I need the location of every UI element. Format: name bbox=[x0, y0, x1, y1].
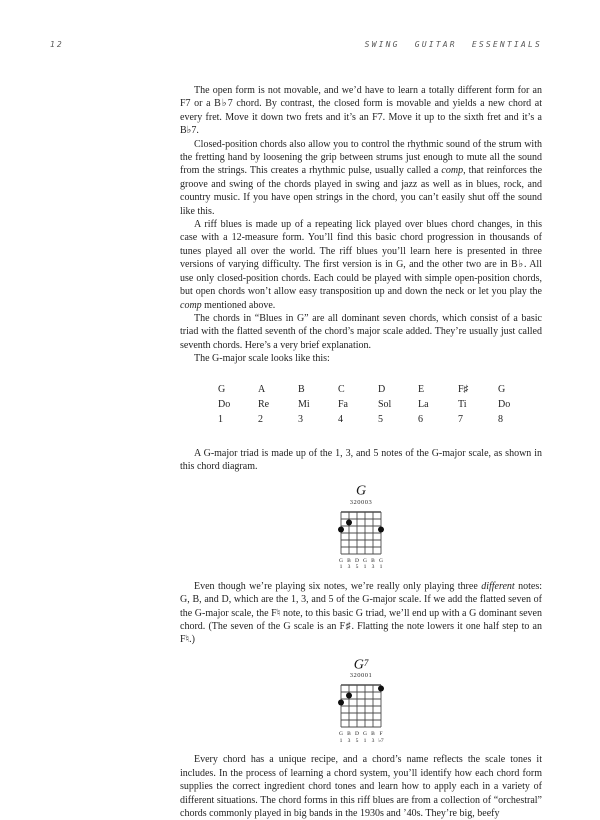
chord-letter: G bbox=[353, 657, 364, 673]
emphasized-word: comp bbox=[441, 165, 464, 177]
paragraph-scale-intro: The G-major scale looks like this: bbox=[194, 353, 330, 365]
chord-note-label: B bbox=[371, 557, 375, 564]
chord-note-label: G bbox=[363, 557, 367, 564]
scale-row bbox=[218, 397, 542, 412]
paragraph-text: Closed-position chords also allow you to control the rhythmic sound of the strum with the fretting hand by loosening the grip between strums just enough to mute all the sound from the strings. This creates a rhythmic pulse, usually called a bbox=[180, 138, 542, 177]
scale-cell: Do bbox=[218, 398, 231, 410]
chord-note-label: G bbox=[363, 731, 367, 738]
scale-cell: Fa bbox=[338, 398, 348, 410]
page-number: 12 bbox=[50, 40, 64, 49]
paragraph-open-form: The open form is not movable, and we’d have to learn a totally different form for an F7 or a B♭7 chord. By contrast, the closed form is movable and yields a new chord at every fret. Move it down two frets and it’s an F7. Move it up to the sixth fret and it’s a B♭7. bbox=[180, 85, 542, 137]
chord-note-label: B bbox=[347, 731, 351, 738]
chord-degree-label: ♭7 bbox=[378, 737, 384, 744]
chord-degree-label: 1 bbox=[339, 737, 343, 744]
chord-degree-label: 3 bbox=[371, 737, 375, 744]
fretboard-grid-icon bbox=[337, 508, 385, 558]
chord-degree-label: 5 bbox=[355, 564, 359, 571]
chord-degree-label: 3 bbox=[347, 737, 351, 744]
chord-name bbox=[337, 482, 385, 499]
chord-scale-degrees bbox=[337, 564, 385, 571]
scale-cell: B bbox=[298, 383, 305, 395]
scale-cell: E bbox=[418, 383, 425, 395]
paragraph-chord-recipe: Every chord has a unique recipe, and a chord’s name reflects the scale tones it includes. In the process of learning a chord system, you’ll identify how each chord form supplies the correct ingredient chord tones and learn how to apply each in a variety of different situations. The chord forms in this riff blues are from a collection of “orchestral” chords commonly played in big bands in the 1930s and ’40s. They’re big, beefy bbox=[180, 754, 542, 819]
chord-degree-label: 1 bbox=[363, 564, 367, 571]
paragraph-text: Even though we’re playing six notes, we’re really only playing three bbox=[194, 580, 482, 592]
paragraph-closed-position bbox=[180, 138, 542, 218]
chord-quality: 7 bbox=[363, 657, 369, 668]
chord-degree-label: 1 bbox=[363, 737, 367, 744]
paragraph-text: , that reinforces the groove and swing of the chords played in swing and jazz as well as in blues, rock, and country music. If you have open strings in the chord, you can’t easily shut off the sound like this. bbox=[180, 165, 543, 217]
scale-cell: 7 bbox=[458, 413, 463, 425]
chord-letter: G bbox=[355, 483, 367, 499]
chord-note-label: G bbox=[379, 557, 383, 564]
chord-degree-label: 3 bbox=[347, 564, 351, 571]
chord-note-label: B bbox=[347, 557, 351, 564]
text-column bbox=[180, 84, 542, 820]
scale-cell: F♯ bbox=[458, 383, 469, 395]
chord-note-label: D bbox=[355, 557, 359, 564]
chord-note-label: D bbox=[355, 731, 359, 738]
paragraph-six-notes bbox=[180, 580, 542, 647]
scale-cell: 3 bbox=[298, 413, 303, 425]
chord-note-label: F bbox=[379, 731, 383, 738]
chord-degree-label: 1 bbox=[339, 564, 343, 571]
scale-cell: Ti bbox=[458, 398, 467, 410]
scale-cell: G bbox=[218, 383, 226, 395]
paragraph-triad: A G-major triad is made up of the 1, 3, and 5 notes of the G-major scale, as shown in this chord diagram. bbox=[180, 447, 542, 472]
scale-row bbox=[218, 382, 542, 397]
chord-diagram-g bbox=[337, 482, 385, 571]
running-title: SWING GUITAR ESSENTIALS bbox=[364, 40, 542, 49]
chord-note-label: B bbox=[371, 731, 375, 738]
scale-cell: C bbox=[338, 383, 345, 395]
scale-cell: 6 bbox=[418, 413, 423, 425]
chord-fingering: 320003 bbox=[349, 498, 373, 506]
emphasized-word: different bbox=[481, 580, 515, 592]
scale-cell: 2 bbox=[258, 413, 263, 425]
chord-name bbox=[337, 656, 385, 673]
scale-cell: 1 bbox=[218, 413, 223, 425]
scale-cell: Mi bbox=[298, 398, 310, 410]
chord-note-label: G bbox=[339, 731, 343, 738]
scale-cell: G bbox=[498, 383, 506, 395]
paragraph-text: mentioned above. bbox=[201, 299, 276, 311]
chord-degree-label: 5 bbox=[355, 737, 359, 744]
scale-cell: 8 bbox=[498, 413, 503, 425]
chord-degree-label: 1 bbox=[379, 564, 383, 571]
chord-fingering: 320001 bbox=[349, 672, 373, 680]
scale-cell: La bbox=[418, 398, 429, 410]
paragraph-text: A riff blues is made up of a repeating lick played over blues chord changes, in this case with a 12-measure form. You’ll find this basic chord progression in thousands of tunes played all over the world. The riff blues you’ll learn here is presented in three versions of varying difficulty. The first version is in G, and the other two are in B♭. All use only closed-position chords. Each could be played with simple open-position chords, but open chords won’t allow easy transposition up and down the neck or let you play the bbox=[180, 219, 542, 298]
fretboard-grid-icon bbox=[337, 681, 385, 731]
scale-cell: 5 bbox=[378, 413, 383, 425]
scale-cell: 4 bbox=[338, 413, 343, 425]
paragraph-text: notes: G, B, and D, which are the 1, 3, and 5 of the G-major scale. If we add the flatted seven of the G-major scale, the F♮ note, to this basic G triad, we’ll end up with a G dominant seven chord. (The seven of the G scale is an F♯. Flatting the note lowers it one half step to an F♮.) bbox=[180, 580, 543, 646]
chord-scale-degrees bbox=[337, 738, 385, 745]
emphasized-word: comp bbox=[180, 299, 202, 311]
chord-degree-label: 3 bbox=[371, 564, 375, 571]
g-major-scale-table bbox=[218, 382, 542, 427]
chord-note-label: G bbox=[339, 557, 343, 564]
scale-cell: Do bbox=[498, 398, 511, 410]
chord-diagram-g7 bbox=[337, 656, 385, 745]
scale-cell: Re bbox=[258, 398, 270, 410]
scale-cell: D bbox=[378, 383, 386, 395]
scale-cell: Sol bbox=[378, 398, 392, 410]
scale-row bbox=[218, 412, 542, 427]
page-header bbox=[50, 40, 542, 49]
scale-cell: A bbox=[258, 383, 266, 395]
paragraph-blues-in-g: The chords in “Blues in G” are all dominant seven chords, which consist of a basic triad with the flatted seventh of the chord’s major scale added. They’re usually just called seventh chords. Here’s a very brief explanation. bbox=[180, 312, 542, 351]
paragraph-riff-blues bbox=[180, 218, 542, 312]
